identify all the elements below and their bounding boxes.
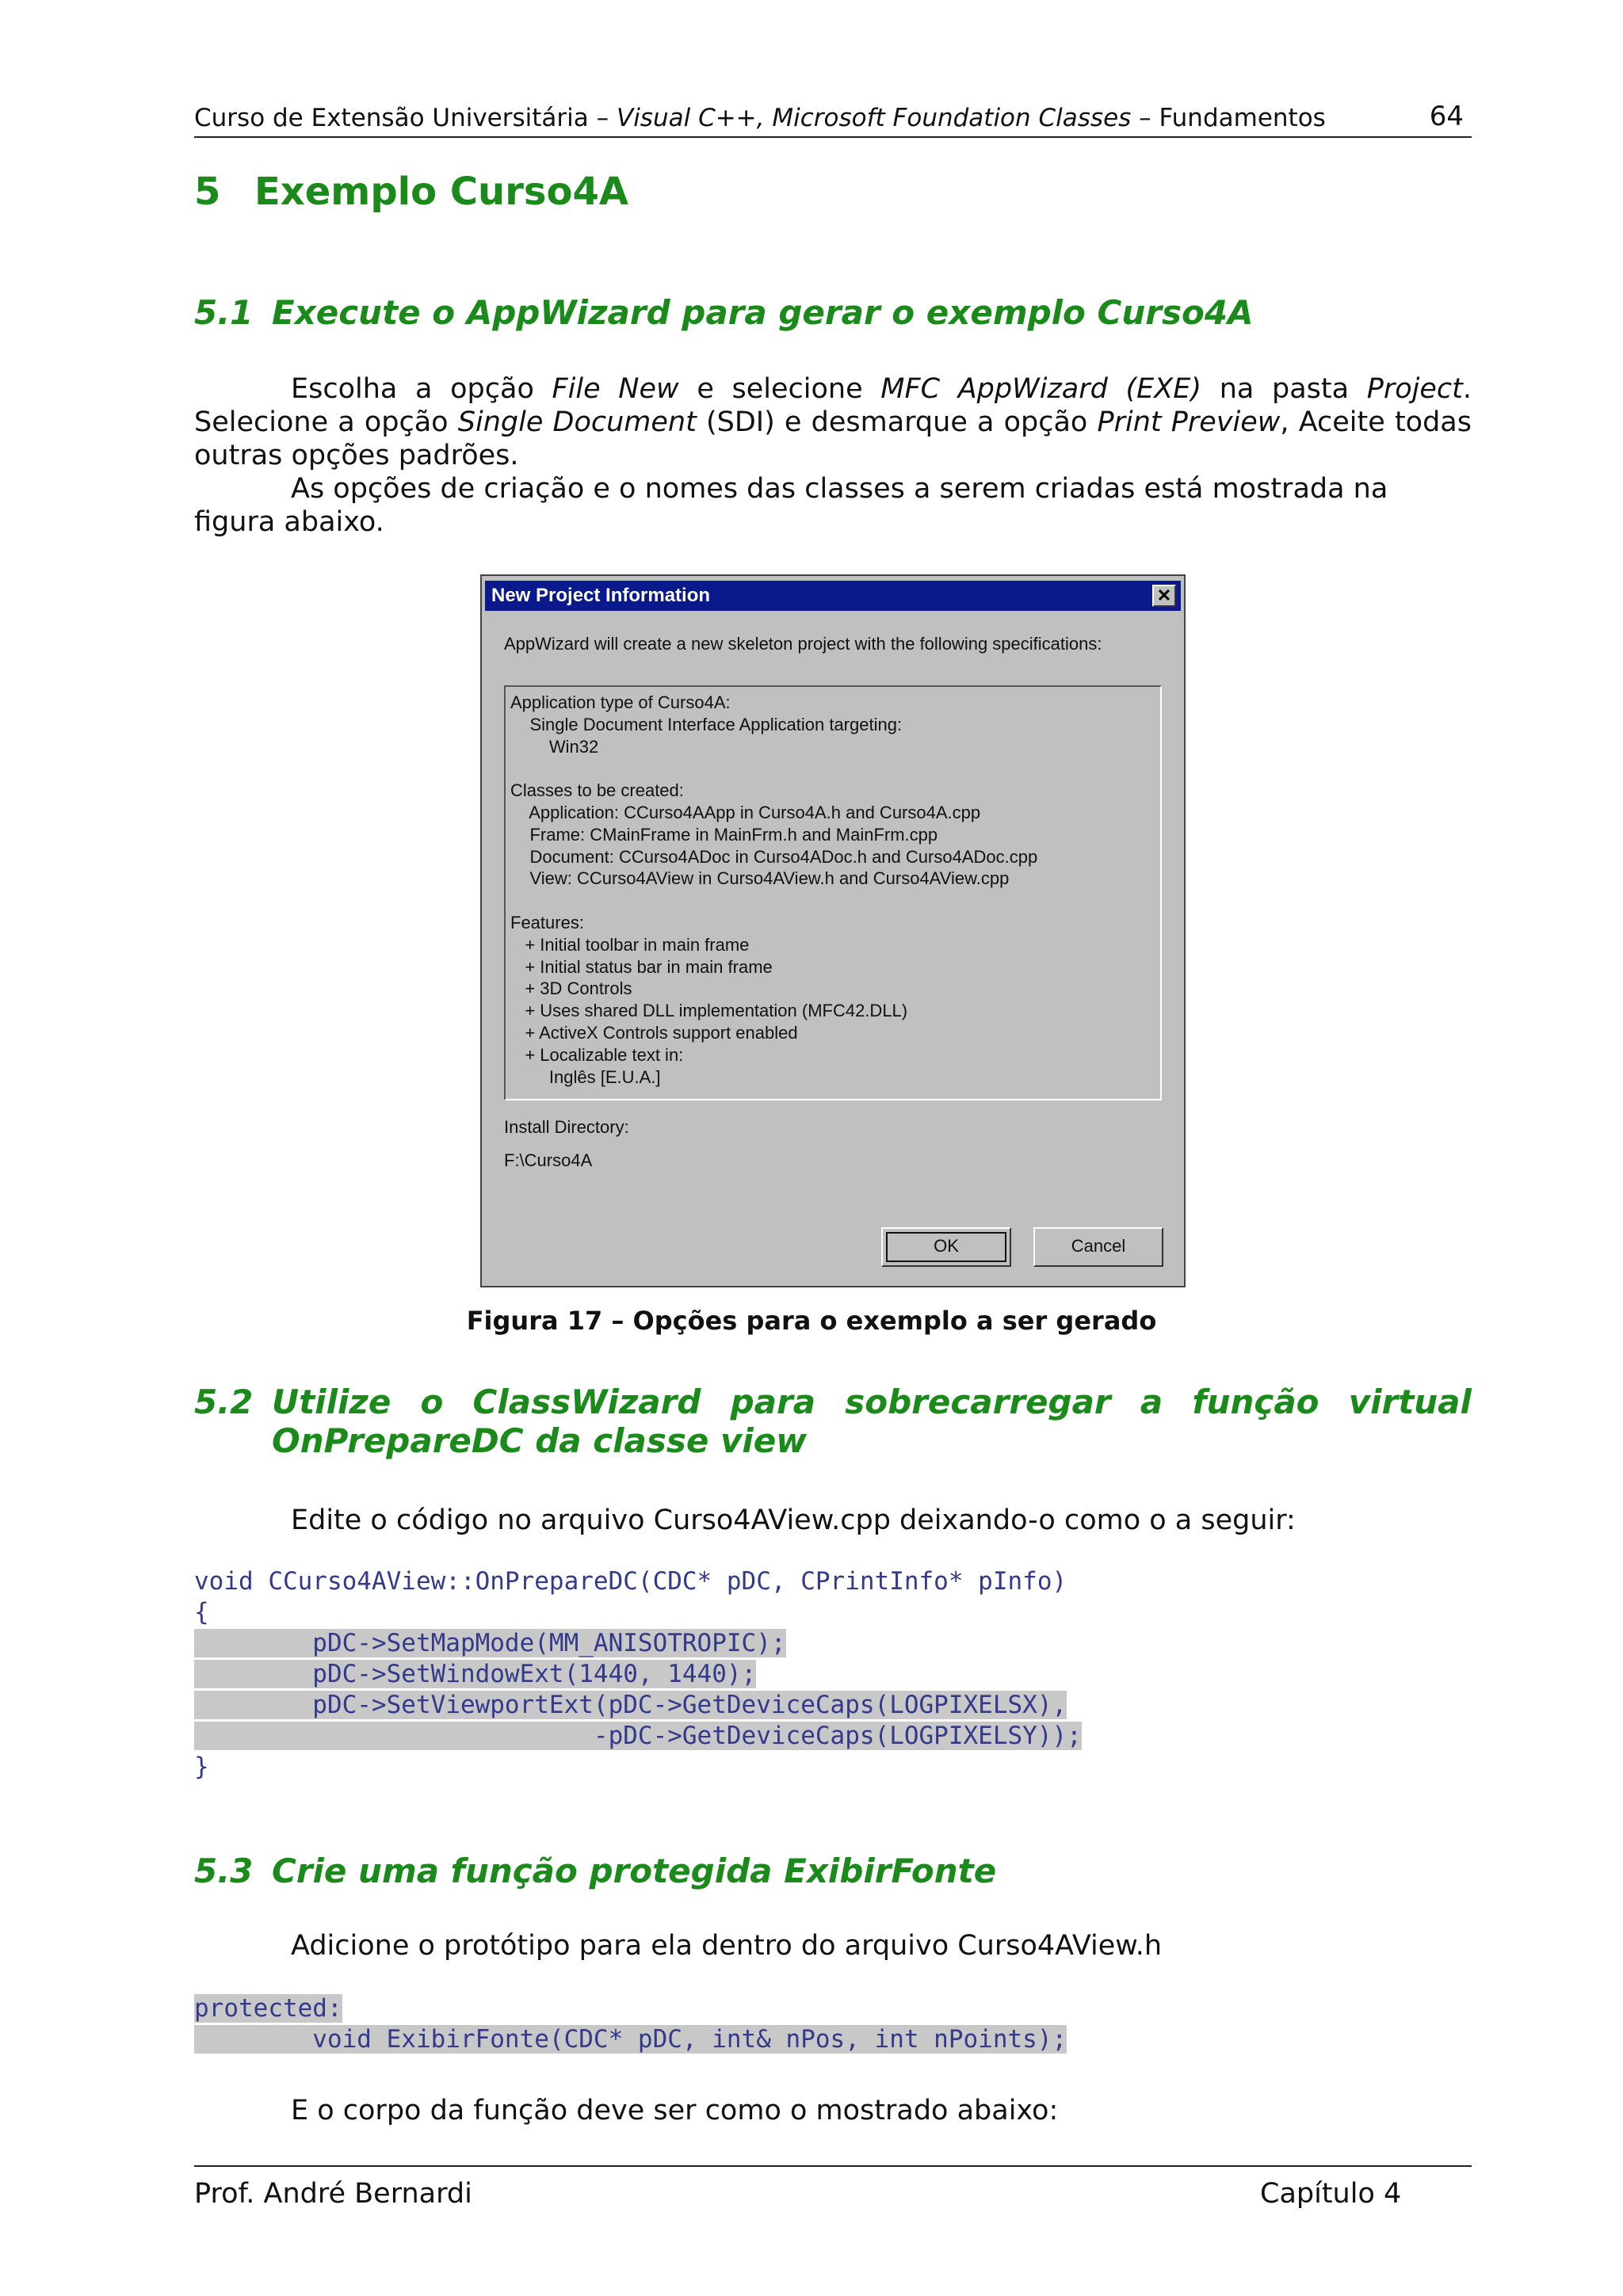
spec-line: View: CCurso4AView in Curso4AView.h and Curso4AView.cpp <box>510 868 1010 889</box>
spec-line: Application type of Curso4A: <box>510 692 731 712</box>
code-line: pDC->SetWindowExt(1440, 1440); <box>194 1660 757 1688</box>
section-5-3-heading: 5.3 Crie uma função protegida ExibirFonte <box>194 1852 997 1890</box>
heading-word: Utilize <box>272 1383 391 1421</box>
code-line: { <box>194 1598 209 1627</box>
spec-line: Classes to be created: <box>510 780 684 801</box>
paragraph-5-3-b: E o corpo da função deve ser como o mostrado abaixo: <box>291 2095 1059 2126</box>
ok-button[interactable]: OK <box>881 1227 1011 1267</box>
spec-line <box>510 890 1160 912</box>
dialog-titlebar <box>485 581 1181 611</box>
heading-word: a <box>1140 1383 1163 1421</box>
footer-chapter: Capítulo 4 <box>1260 2178 1402 2210</box>
section-5-heading: 5 Exemplo Curso4A <box>194 170 628 214</box>
paragraph-5-3-a: Adicione o protótipo para ela dentro do arquivo Curso4AView.h <box>291 1930 1163 1962</box>
spec-line: Single Document Interface Application targeting: <box>510 714 903 734</box>
code-line: } <box>194 1753 209 1781</box>
close-icon[interactable]: ✕ <box>1152 585 1176 607</box>
code-block-prototype <box>194 1993 1067 2055</box>
install-directory-label: Install Directory: <box>504 1117 629 1137</box>
code-line: void CCurso4AView::OnPrepareDC(CDC* pDC, CPrintInfo* pInfo) <box>194 1567 1067 1596</box>
install-directory-path: F:\Curso4A <box>504 1150 593 1170</box>
footer-author: Prof. André Bernardi <box>194 2178 472 2210</box>
spec-line: + ActiveX Controls support enabled <box>510 1022 798 1043</box>
spec-line: Document: CCurso4ADoc in Curso4ADoc.h and Curso4ADoc.cpp <box>510 846 1038 867</box>
heading-word: ClassWizard <box>472 1383 701 1421</box>
heading-word: o <box>420 1383 444 1421</box>
paragraph-5-1-b: As opções de criação e o nomes das classes a serem criadas está mostrada na figura abaixo. <box>194 473 1388 538</box>
cancel-button[interactable]: Cancel <box>1033 1227 1163 1267</box>
section-5-2-heading: 5.2 Utilize o ClassWizard para sobrecarregar a função virtual OnPrepareDC da classe view <box>194 1383 1472 1460</box>
code-block-onpreparedc <box>194 1566 1082 1783</box>
section-5-2-title-line1 <box>272 1383 1472 1421</box>
spec-line: Inglês [E.U.A.] <box>510 1066 661 1087</box>
heading-word: para <box>730 1383 816 1421</box>
paragraph-5-2: Edite o código no arquivo Curso4AView.cpp deixando-o como o a seguir: <box>291 1505 1296 1536</box>
paragraph-5-1-a: Escolha a opção File New e selecione MFC AppWizard (EXE) na pasta Project. Selecione a opção Single Document (SDI) e desmarque a opção Print Preview, Aceite todas outras opções padrões. <box>194 373 1472 471</box>
code-line: void ExibirFonte(CDC* pDC, int& nPos, int nPoints); <box>194 2025 1067 2054</box>
section-5-1-heading: 5.1 Execute o AppWizard para gerar o exemplo Curso4A <box>194 293 1254 332</box>
specifications-box <box>504 685 1162 1100</box>
dialog-intro: AppWizard will create a new skeleton project with the following specifications: <box>504 634 1102 654</box>
spec-line: Application: CCurso4AApp in Curso4A.h and Curso4A.cpp <box>510 802 981 822</box>
spec-line: + Uses shared DLL implementation (MFC42.DLL) <box>510 1001 908 1021</box>
spec-line: + Localizable text in: <box>510 1044 684 1065</box>
spec-line <box>510 757 1160 780</box>
spec-line: Features: <box>510 912 584 933</box>
code-line: pDC->SetViewportExt(pDC->GetDeviceCaps(LOGPIXELSX), <box>194 1691 1067 1719</box>
heading-word: função <box>1192 1383 1319 1421</box>
code-line: -pDC->GetDeviceCaps(LOGPIXELSY)); <box>194 1722 1082 1750</box>
code-line: protected: <box>194 1994 342 2023</box>
heading-word: virtual <box>1348 1383 1472 1421</box>
code-line: pDC->SetMapMode(MM_ANISOTROPIC); <box>194 1629 786 1657</box>
spec-line: Win32 <box>510 736 599 757</box>
spec-line: + 3D Controls <box>510 978 632 999</box>
spec-line: + Initial status bar in main frame <box>510 956 773 977</box>
header-title: Curso de Extensão Universitária – Visual C++, Microsoft Foundation Classes – Fundamentos <box>194 104 1326 132</box>
new-project-information-dialog <box>480 574 1186 1287</box>
spec-line: Frame: CMainFrame in MainFrm.h and MainFrm.cpp <box>510 824 938 845</box>
page-number: 64 <box>1429 101 1464 132</box>
page-header <box>194 97 1472 138</box>
spec-line: + Initial toolbar in main frame <box>510 934 750 955</box>
heading-word: sobrecarregar <box>845 1383 1111 1421</box>
page-footer <box>194 2165 1472 2210</box>
dialog-title: New Project Information <box>491 585 711 606</box>
figure-caption: Figura 17 – Opções para o exemplo a ser gerado <box>466 1306 1157 1336</box>
